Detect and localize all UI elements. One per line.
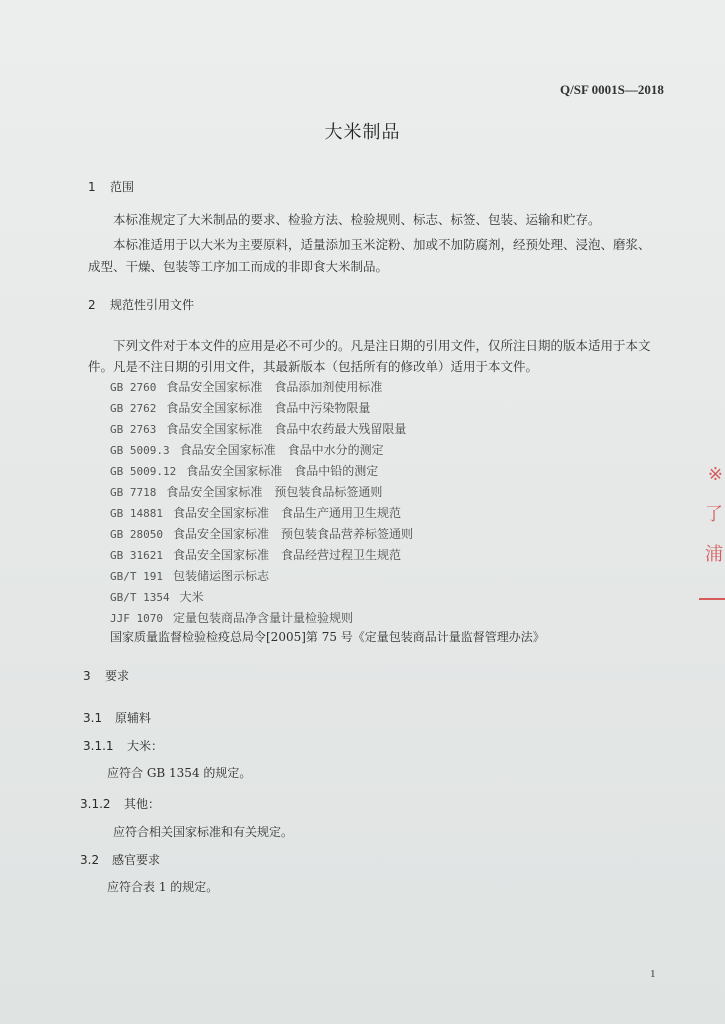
section-1-heading [88,178,134,195]
subsection-3-1-1-heading [83,737,163,754]
subsection-title: 原辅料 [115,711,152,725]
section-title: 要求 [105,669,130,683]
reference-item [110,546,401,563]
reference-name: 大米 [179,590,204,604]
subsection-3-1-2-heading [80,795,160,812]
reference-item [110,567,269,584]
reference-code: GB 31621 [110,549,163,562]
section-3-heading [83,667,129,684]
subsection-number: 3.1.1 [83,739,114,753]
page-number: 1 [650,968,656,980]
reference-code: GB 5009.3 [110,444,170,457]
reference-name: 食品安全国家标准 预包装食品标签通则 [166,485,383,499]
section-number: 2 [88,298,96,312]
reference-code: GB 14881 [110,507,163,520]
reference-item [110,420,406,437]
reference-code: GB 2762 [110,402,157,415]
subsection-3-2-heading [80,851,160,868]
reference-code: GB 2760 [110,381,157,394]
reference-name: 定量包装商品净含量计量检验规则 [172,611,353,625]
reference-code: GB/T 1354 [110,591,170,604]
section-number: 3 [83,669,91,683]
standard-code: Q/SF 0001S—2018 [560,82,664,97]
reference-name: 食品安全国家标准 食品中污染物限量 [166,401,371,415]
reference-name: 食品安全国家标准 食品中铅的测定 [186,464,379,478]
reference-item [110,609,353,626]
scope-paragraph-2-line-1: 本标准适用于以大米为主要原料，适量添加玉米淀粉、加或不加防腐剂，经预处理、浸泡、磨浆、 [113,237,651,252]
reference-code: JJF 1070 [110,612,163,625]
subsection-3-1-1-text: 应符合 GB 1354 的规定。 [107,766,252,780]
reference-item [110,378,382,395]
stamp-edge-line [699,598,725,600]
subsection-3-1-heading [83,709,151,726]
stamp-char: 了 [705,504,723,525]
stamp-char: ※ [707,464,723,485]
subsection-title: 大米： [127,739,164,753]
reference-item [110,483,382,500]
section-title: 规范性引用文件 [110,298,195,312]
reference-name: 食品安全国家标准 预包装食品营养标签通则 [172,527,413,541]
reference-name: 包装储运图示标志 [172,569,269,583]
subsection-number: 3.1 [83,711,103,725]
reference-name: 食品安全国家标准 食品中农药最大残留限量 [166,422,407,436]
decree-reference: 国家质量监督检验检疫总局令[2005]第 75 号《定量包装商品计量监督管理办法》 [110,630,545,644]
references-intro-line-1: 下列文件对于本文件的应用是必不可少的。凡是注日期的引用文件，仅所注日期的版本适用于本文 [113,338,651,353]
document-title: 大米制品 [324,122,401,143]
subsection-3-1-2-text: 应符合相关国家标准和有关规定。 [113,825,294,839]
subsection-title: 其他： [124,797,161,811]
reference-item [110,441,384,458]
reference-code: GB 28050 [110,528,163,541]
reference-name: 食品安全国家标准 食品添加剂使用标准 [166,380,383,394]
reference-item [110,399,370,416]
scope-paragraph-2-line-2: 成型、干燥、包装等工序加工而成的非即食大米制品。 [88,259,389,274]
reference-name: 食品安全国家标准 食品经营过程卫生规范 [172,548,401,562]
reference-name: 食品安全国家标准 食品生产通用卫生规范 [172,506,401,520]
subsection-number: 3.1.2 [80,797,111,811]
subsection-title: 感官要求 [112,853,161,867]
reference-code: GB 2763 [110,423,157,436]
reference-item [110,525,413,542]
section-2-heading [88,296,194,313]
subsection-number: 3.2 [80,853,100,867]
reference-item [110,462,378,479]
stamp-char: 浦 [705,544,723,565]
reference-item [110,588,204,605]
scope-paragraph-1: 本标准规定了大米制品的要求、检验方法、检验规则、标志、标签、包装、运输和贮存。 [113,212,601,227]
subsection-3-2-text: 应符合表 1 的规定。 [107,880,219,894]
red-seal-stamp [699,455,725,615]
section-number: 1 [88,180,96,194]
reference-name: 食品安全国家标准 食品中水分的测定 [179,443,384,457]
reference-item [110,504,401,521]
reference-code: GB/T 191 [110,570,163,583]
section-title: 范围 [110,180,135,194]
references-intro-line-2: 件。凡是不注日期的引用文件，其最新版本（包括所有的修改单）适用于本文件。 [88,359,539,374]
reference-code: GB 7718 [110,486,157,499]
reference-code: GB 5009.12 [110,465,177,478]
